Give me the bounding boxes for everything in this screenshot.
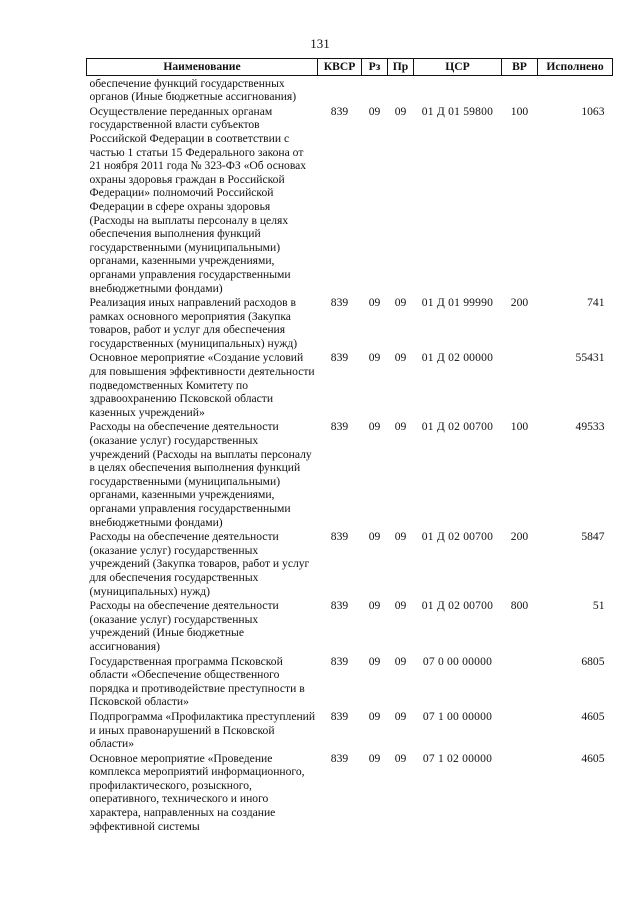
cell-vr: 800 [510,599,529,613]
budget-execution-table [86,58,613,833]
cell-rz: 09 [368,296,381,310]
cell-name: Подпрограмма «Профилактика преступлений и иных правонарушений в Псковской области» [89,709,316,751]
cell-rz: 09 [368,709,381,723]
cell-pr: 09 [394,530,407,544]
cell-pr: 09 [394,296,407,310]
header-ispolneno: Исполнено [538,59,613,76]
cell-ispolneno: 741 [587,296,605,310]
cell-name: Расходы на обеспечение деятельности (оказание услуг) государственных учреждений (Иные бюджетные ассигнования) [89,599,279,653]
cell-rz [362,75,388,104]
cell-kvsr: 839 [330,104,349,118]
cell-csr: 01 Д 02 00700 [421,420,494,434]
cell-kvsr [318,75,362,104]
cell-csr: 01 Д 01 99990 [421,296,494,310]
cell-csr: 01 Д 02 00000 [421,351,494,365]
table-row [87,350,613,419]
cell-vr: 100 [510,104,529,118]
header-kvsr: КВСР [318,59,362,76]
cell-pr: 09 [394,351,407,365]
cell-vr: 200 [510,530,529,544]
cell-vr [502,350,538,419]
cell-csr: 01 Д 02 00700 [421,530,494,544]
table-body [87,75,613,833]
cell-name: обеспечение функций государственных органов (Иные бюджетные ассигнования) [89,76,297,104]
header-vr: ВР [502,59,538,76]
cell-ispolneno [538,75,613,104]
cell-name: Расходы на обеспечение деятельности (оказание услуг) государственных учреждений (Закупка товаров, работ и услуг для обеспечения государственных (муниципальных) нужд) [89,530,310,598]
cell-vr [502,709,538,751]
cell-ispolneno: 51 [592,599,605,613]
cell-name: Основное мероприятие «Проведение комплекса мероприятий информационного, профилактического, розыскного, оперативного, технического и иного характера, направленных на создание эффективной системы [89,751,305,833]
table-row [87,75,613,104]
table-row [87,709,613,751]
cell-csr: 01 Д 01 59800 [421,104,494,118]
cell-name: Осуществление переданных органам государственной власти субъектов Российской Федерации в соответствии с частью 1 статьи 15 Федерального закона от 21 ноября 2011 года № 323-ФЗ «Об основах охраны здоровья граждан в Российской Федерации» полномочий Российской Федерации в сфере охраны здоровья (Расходы на выплаты персоналу в целях обеспечения выполнения функций государственными (муниципальными) органами, казенными учреждениями, органами управления государственными внебюджетными фондами) [89,104,307,295]
table-row [87,751,613,834]
cell-csr: 01 Д 02 00700 [421,599,494,613]
cell-rz: 09 [368,104,381,118]
table-row [87,104,613,295]
table-row [87,529,613,598]
cell-pr: 09 [394,599,407,613]
table-row [87,295,613,350]
cell-name: Расходы на обеспечение деятельности (оказание услуг) государственных учреждений (Расходы на выплаты персоналу в целях обеспечения выполнения функций государственными (муниципальными) органами, казенными учреждениями, органами управления государственными внебюджетными фондами) [89,420,312,529]
cell-rz: 09 [368,751,381,765]
cell-vr [502,751,538,834]
cell-csr: 07 1 02 00000 [422,751,493,765]
cell-csr [414,75,502,104]
header-csr: ЦСР [414,59,502,76]
cell-rz: 09 [368,654,381,668]
cell-pr [388,75,414,104]
cell-name: Реализация иных направлений расходов в рамках основного мероприятия (Закупка товаров, работ и услуг для обеспечения государственных (муниципальных) нужд) [89,296,298,350]
cell-rz: 09 [368,530,381,544]
cell-pr: 09 [394,751,407,765]
cell-pr: 09 [394,709,407,723]
cell-ispolneno: 1063 [581,104,605,118]
table-row [87,598,613,653]
cell-name: Государственная программа Псковской области «Обеспечение общественного порядка и противодействие преступности в Псковской области» [89,654,305,709]
table-header [87,59,613,76]
cell-rz: 09 [368,420,381,434]
cell-kvsr: 839 [330,654,349,668]
cell-kvsr: 839 [330,530,349,544]
cell-rz: 09 [368,351,381,365]
cell-pr: 09 [394,654,407,668]
cell-ispolneno: 49533 [575,420,605,434]
cell-ispolneno: 4605 [581,751,605,765]
cell-rz: 09 [368,599,381,613]
cell-kvsr: 839 [330,599,349,613]
cell-vr [502,75,538,104]
cell-pr: 09 [394,420,407,434]
cell-kvsr: 839 [330,351,349,365]
cell-kvsr: 839 [330,420,349,434]
cell-kvsr: 839 [330,751,349,765]
table-row [87,419,613,529]
cell-ispolneno: 5847 [581,530,605,544]
budget-table-container [86,58,612,833]
cell-ispolneno: 55431 [575,351,605,365]
header-pr: Пр [388,59,414,76]
cell-csr: 07 0 00 00000 [422,654,493,668]
cell-name: Основное мероприятие «Создание условий для повышения эффективности деятельности подведомственных Комитету по здравоохранению Псковской области казенных учреждений» [89,351,315,419]
cell-kvsr: 839 [330,296,349,310]
cell-csr: 07 1 00 00000 [422,709,493,723]
header-rz: Рз [362,59,388,76]
page-number: 131 [310,36,330,51]
cell-vr: 200 [510,296,529,310]
cell-ispolneno: 6805 [581,654,605,668]
cell-ispolneno: 4605 [581,709,605,723]
cell-kvsr: 839 [330,709,349,723]
cell-vr [502,654,538,709]
table-row [87,654,613,709]
header-name: Наименование [87,59,318,76]
cell-pr: 09 [394,104,407,118]
cell-vr: 100 [510,420,529,434]
